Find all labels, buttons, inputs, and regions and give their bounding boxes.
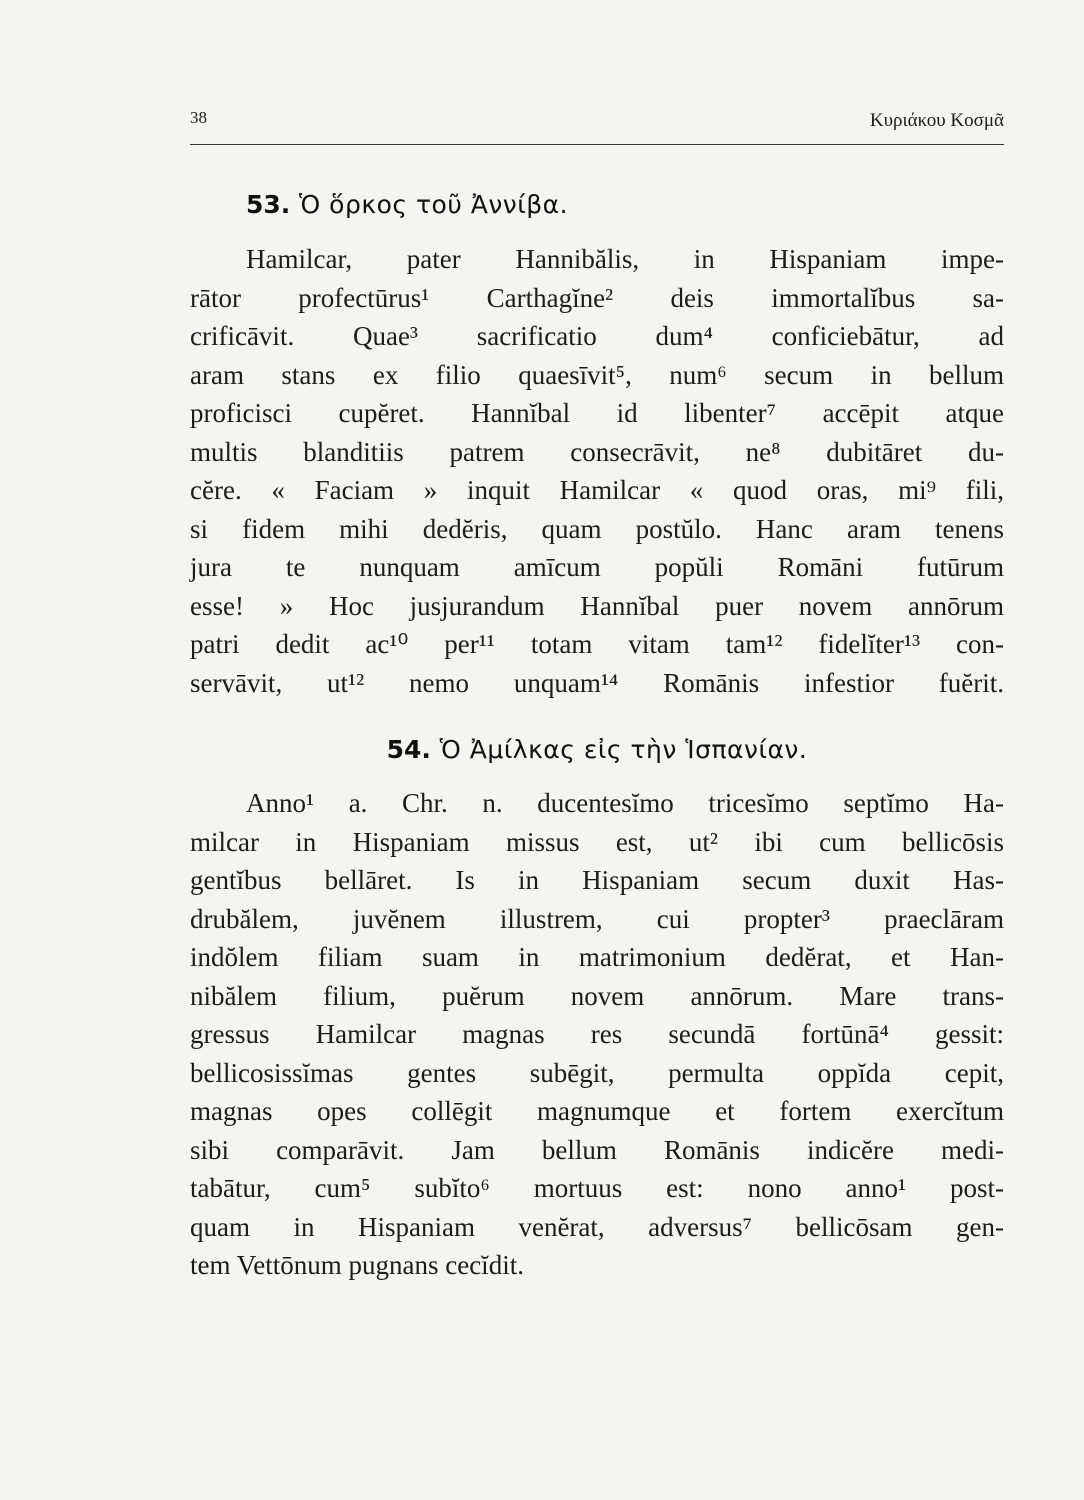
text-line: gressus Hamilcar magnas res secundā fortūnā⁴ gessit: [190, 1019, 1004, 1049]
text-line: Hamilcar, pater Hannibălis, in Hispaniam impe- [246, 244, 1004, 274]
section-number: 54. [386, 735, 431, 764]
text-line: tem Vettōnum pugnans cecĭdit. [190, 1250, 524, 1280]
text-line: milcar in Hispaniam missus est, ut² ibi cum bellicōsis [190, 826, 1004, 857]
text-line: proficisci cupĕret. Hannĭbal id libenter⁷ accēpit atque [190, 398, 1004, 428]
text-line: quam in Hispaniam venĕrat, adversus⁷ bellicōsam gen- [190, 1211, 1004, 1242]
text-line: si fidem mihi dedĕris, quam postŭlo. Hanc aram tenens [190, 513, 1004, 544]
text-line: bellicosissĭmas gentes subēgit, permulta oppĭda cepit, [190, 1057, 1004, 1088]
text-line: gentĭbus bellāret. Is in Hispaniam secum duxit Has- [190, 865, 1004, 895]
text-line: sibi comparāvit. Jam bellum Romānis indicĕre medi- [190, 1134, 1004, 1165]
text-line: nibălem filium, puĕrum novem annōrum. Mare trans- [190, 980, 1004, 1011]
text-line: jura te nunquam amīcum popŭli Romāni futūrum [190, 552, 1004, 582]
section-53-paragraph [190, 240, 1004, 702]
text-line: drubălem, juvĕnem illustrem, cui propter³ praeclāram [190, 903, 1004, 934]
text-line: aram stans ex filio quaesīvit⁵, num⁶ secum in bellum [190, 359, 1004, 390]
section-54-title [190, 735, 1004, 764]
section-53-title [190, 190, 1004, 219]
page-header [190, 108, 1004, 145]
page-number: 38 [190, 108, 207, 127]
text-line: crificāvit. Quae³ sacrificatio dum⁴ conficiebātur, ad [190, 321, 1004, 351]
text-line: indŏlem filiam suam in matrimonium dedĕrat, et Han- [190, 942, 1004, 972]
text-line: servāvit, ut¹² nemo unquam¹⁴ Romānis infestior fuĕrit. [190, 667, 1004, 698]
text-line: rātor profectūrus¹ Carthagĭne² deis immortalĭbus sa- [190, 282, 1004, 313]
section-number: 53. [246, 190, 291, 219]
text-line: magnas opes collēgit magnumque et fortem exercĭtum [190, 1096, 1004, 1126]
text-line: esse! » Hoc jusjurandum Hannĭbal puer novem annōrum [190, 590, 1004, 621]
text-line: cĕre. « Faciam » inquit Hamilcar « quod oras, mi⁹ fili, [190, 475, 1004, 505]
section-heading: Ὁ ὅρκος τοῦ Ἀννίβα. [299, 190, 569, 219]
section-heading: Ὁ Ἀμίλκας εἰς τὴν Ἱσπανίαν. [439, 735, 808, 764]
section-54-paragraph [190, 784, 1004, 1285]
text-line: patri dedit ac¹⁰ per¹¹ totam vitam tam¹² fidelĭter¹³ con- [190, 629, 1004, 659]
text-line: Anno¹ a. Chr. n. ducentesĭmo tricesĭmo septĭmo Ha- [246, 788, 1004, 818]
running-head: Κυριάκου Κοσμᾶ [869, 110, 1004, 131]
text-line: tabātur, cum⁵ subĭto⁶ mortuus est: nono anno¹ post- [190, 1173, 1004, 1203]
text-line: multis blanditiis patrem consecrāvit, ne⁸ dubitāret du- [190, 436, 1004, 467]
